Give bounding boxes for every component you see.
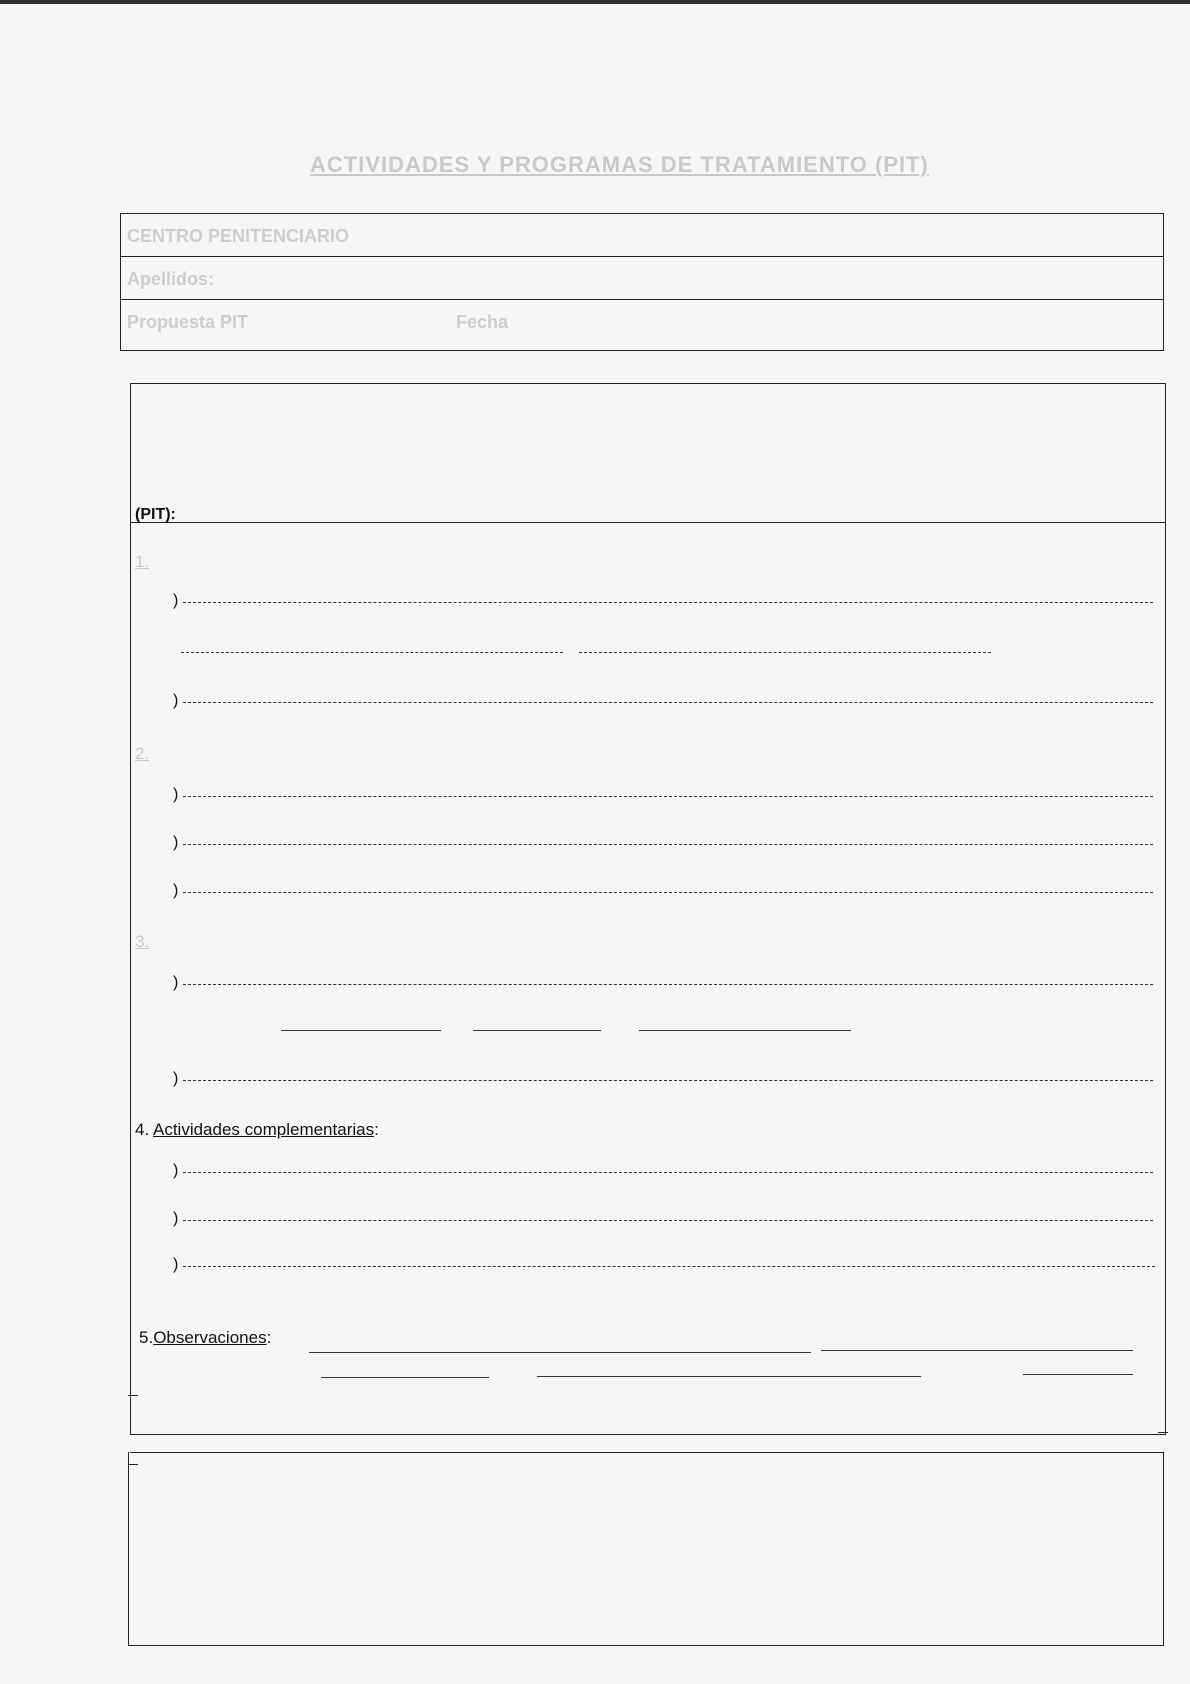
observaciones-line-1a[interactable]: [309, 1352, 811, 1353]
section-1-subline-1: [181, 652, 563, 653]
section-4-line-1[interactable]: ): [173, 1164, 1153, 1182]
header-table: [120, 213, 1164, 351]
lower-box: [128, 1452, 1164, 1646]
observaciones-line-2b[interactable]: [537, 1376, 921, 1377]
pit-label: (PIT):: [135, 506, 176, 523]
observaciones-line-1b[interactable]: [821, 1350, 1133, 1351]
section-1-title: 1.: [135, 552, 150, 571]
section-5-title: 5.Observaciones:: [139, 1328, 272, 1347]
section-2-line-3[interactable]: ): [173, 884, 1153, 902]
section-3-title: 3.: [135, 932, 150, 951]
section-4-title: 4. Actividades complementarias:: [135, 1120, 379, 1139]
section-3-subline-2: [473, 1030, 601, 1031]
pit-form-box: [130, 383, 1166, 1435]
section-2-line-1[interactable]: ): [173, 788, 1153, 806]
left-tick-1: [128, 1395, 138, 1396]
apellidos-label: Apellidos:: [127, 269, 215, 289]
header-row-centro: [121, 214, 1163, 257]
section-4-line-3[interactable]: ): [173, 1258, 1155, 1276]
observaciones-line-2a[interactable]: [321, 1377, 489, 1378]
fecha-label: Fecha: [456, 312, 509, 332]
page-title: ACTIVIDADES Y PROGRAMAS DE TRATAMIENTO (PIT): [310, 152, 929, 177]
section-4-line-2[interactable]: ): [173, 1212, 1153, 1230]
header-row-apellidos: [121, 257, 1163, 300]
section-1-line-1[interactable]: ): [173, 594, 1153, 612]
section-3-line-1[interactable]: ): [173, 976, 1153, 994]
section-1-line-2[interactable]: ): [173, 694, 1153, 712]
section-2-line-2[interactable]: ): [173, 836, 1153, 854]
section-3-line-2[interactable]: ): [173, 1072, 1153, 1090]
pit-divider: [131, 522, 1165, 523]
section-3-subline-1: [281, 1030, 441, 1031]
top-border: [0, 0, 1190, 4]
propuesta-label: Propuesta PIT: [127, 312, 249, 332]
section-3-subline-3: [639, 1030, 851, 1031]
header-row-propuesta: [121, 300, 1163, 350]
observaciones-line-2c[interactable]: [1023, 1374, 1133, 1375]
section-2-title: 2.: [135, 744, 150, 763]
centro-label: CENTRO PENITENCIARIO: [127, 226, 350, 246]
right-tick-1: [1158, 1432, 1168, 1433]
section-1-subline-2: [579, 652, 991, 653]
